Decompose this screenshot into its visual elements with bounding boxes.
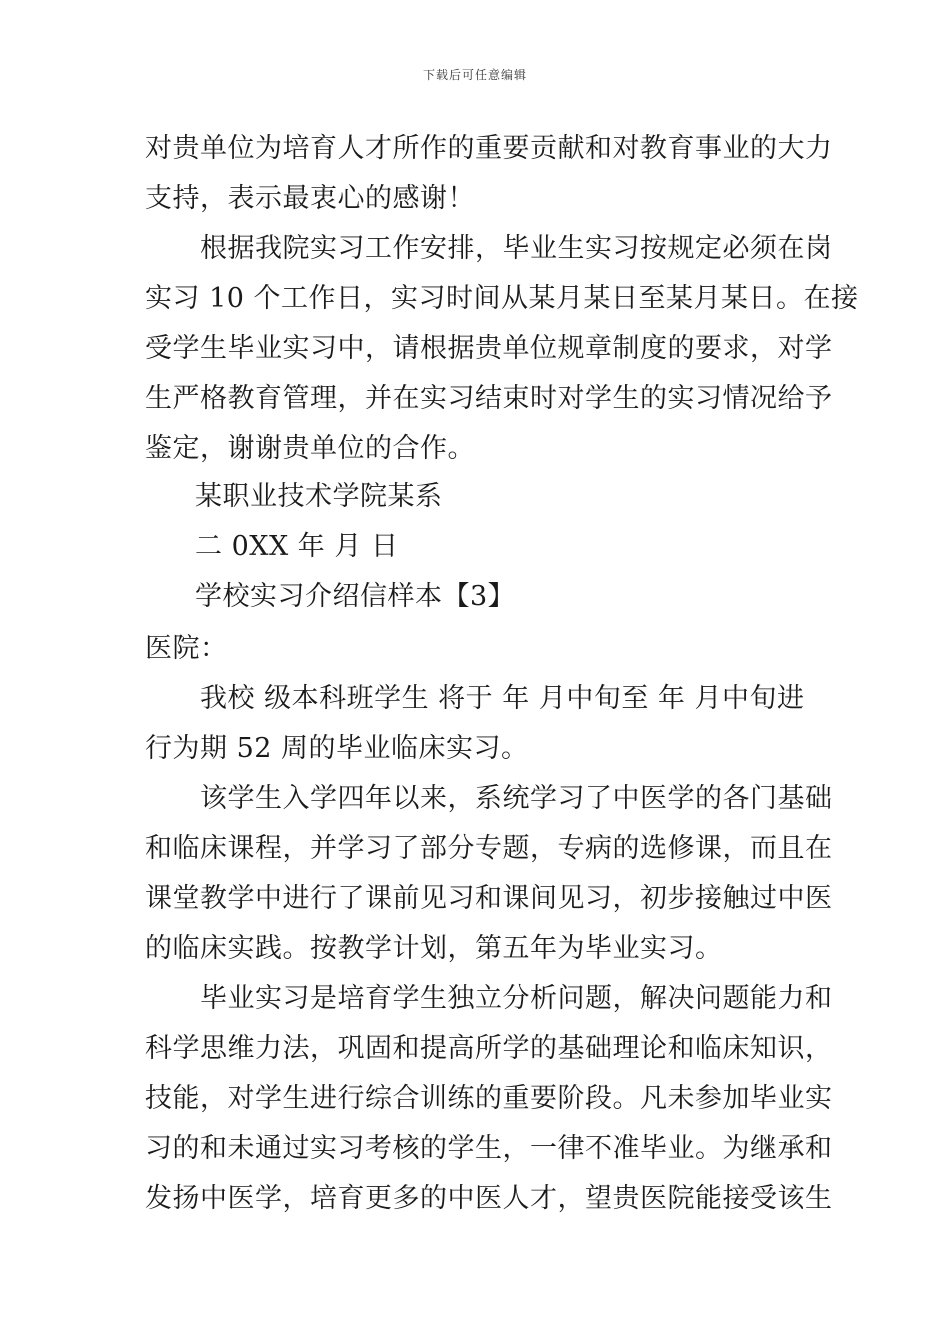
text-line: 受学生毕业实习中，请根据贵单位规章制度的要求，对学 xyxy=(145,333,833,364)
text-line: 根据我院实习工作安排，毕业生实习按规定必须在岗 xyxy=(200,233,833,264)
text-line: 毕业实习是培育学生独立分析问题，解决问题能力和 xyxy=(200,983,833,1014)
text-line: 课堂教学中进行了课前见习和课间见习，初步接触过中医 xyxy=(145,883,833,914)
signature-date: 二 0XX 年 月 日 xyxy=(195,531,399,562)
text-line: 鉴定，谢谢贵单位的合作。 xyxy=(145,433,475,464)
text-line: 该学生入学四年以来，系统学习了中医学的各门基础 xyxy=(200,783,833,814)
salutation: 医院： xyxy=(145,633,228,664)
text-line: 习的和未通过实习考核的学生，一律不准毕业。为继承和 xyxy=(145,1133,833,1164)
page-header-note: 下载后可任意编辑 xyxy=(422,68,527,82)
text-line: 行为期 52 周的毕业临床实习。 xyxy=(145,733,529,764)
text-line: 生严格教育管理，并在实习结束时对学生的实习情况给予 xyxy=(145,383,833,414)
text-line: 技能，对学生进行综合训练的重要阶段。凡未参加毕业实 xyxy=(145,1083,833,1114)
text-line: 支持，表示最衷心的感谢！ xyxy=(145,183,475,214)
section-title: 学校实习介绍信样本【3】 xyxy=(195,581,516,612)
text-line: 对贵单位为培育人才所作的重要贡献和对教育事业的大力 xyxy=(145,133,833,164)
text-line: 实习 10 个工作日，实习时间从某月某日至某月某日。在接 xyxy=(145,283,859,314)
text-line: 的临床实践。按教学计划，第五年为毕业实习。 xyxy=(145,933,723,964)
text-line: 发扬中医学，培育更多的中医人才，望贵医院能接受该生 xyxy=(145,1183,833,1214)
text-line: 和临床课程，并学习了部分专题，专病的选修课，而且在 xyxy=(145,833,833,864)
text-line: 科学思维力法，巩固和提高所学的基础理论和临床知识， xyxy=(145,1033,833,1064)
text-line: 我校 级本科班学生 将于 年 月中旬至 年 月中旬进 xyxy=(200,683,805,714)
signature-org: 某职业技术学院某系 xyxy=(195,481,443,512)
